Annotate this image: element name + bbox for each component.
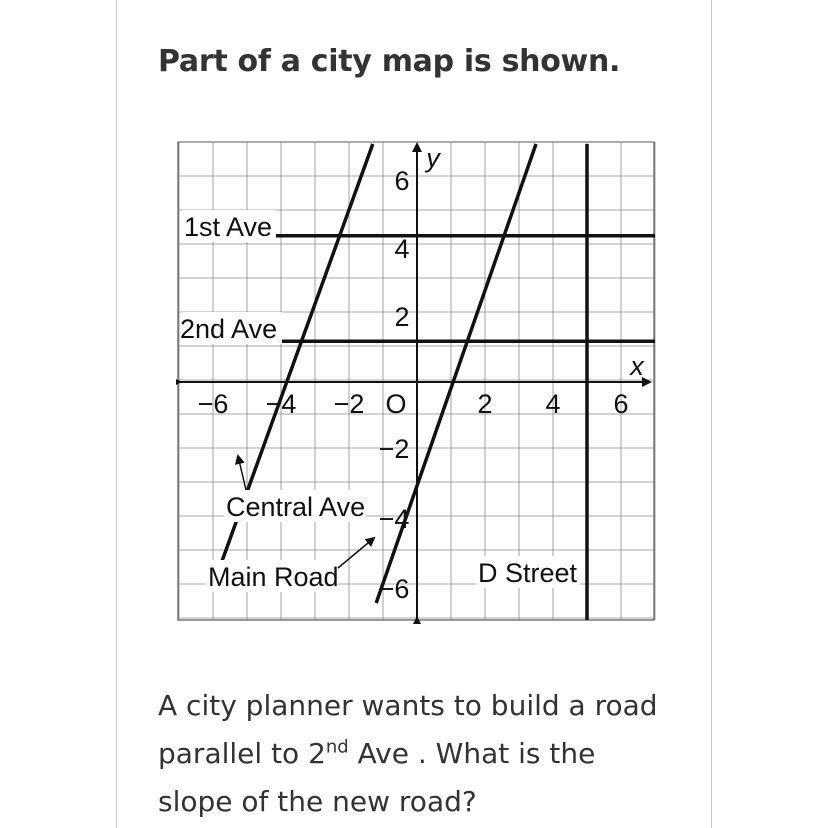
problem-heading: Part of a city map is shown. [158,44,621,79]
road-label-1st-ave: 1st Ave [184,212,273,242]
y-tick-label-6: 6 [394,166,410,196]
question-text-part2: Ave . What is the slope of the new road? [158,737,596,818]
road-label-2nd-ave: 2nd Ave [180,314,278,344]
x-tick-label-neg4: −4 [265,389,297,419]
question-text [158,682,678,826]
x-tick-label-neg2: −2 [333,389,365,419]
question-superscript: nd [325,736,349,758]
road-label-d-street: D Street [478,558,578,588]
x-tick-label-4: 4 [545,389,561,419]
y-tick-label-neg4: −4 [378,504,410,534]
page-border-right [711,0,712,828]
y-tick-label-2: 2 [394,302,410,332]
question-text-part1: A city planner wants to build a road parallel to 2 [158,689,658,770]
problem-card [117,0,711,828]
y-tick-label-neg2: −2 [378,434,410,464]
x-axis-label: x [630,351,644,381]
road-label-main-road: Main Road [208,562,339,592]
x-tick-label-2: 2 [477,389,493,419]
origin-label: O [385,389,407,419]
x-tick-label-6: 6 [613,389,629,419]
x-tick-label-neg6: −6 [197,389,229,419]
y-tick-label-neg6: −6 [378,574,410,604]
y-tick-label-4: 4 [394,234,410,264]
road-label-central-ave: Central Ave [226,492,366,522]
city-map [176,140,672,624]
y-axis-label: y [426,143,440,173]
